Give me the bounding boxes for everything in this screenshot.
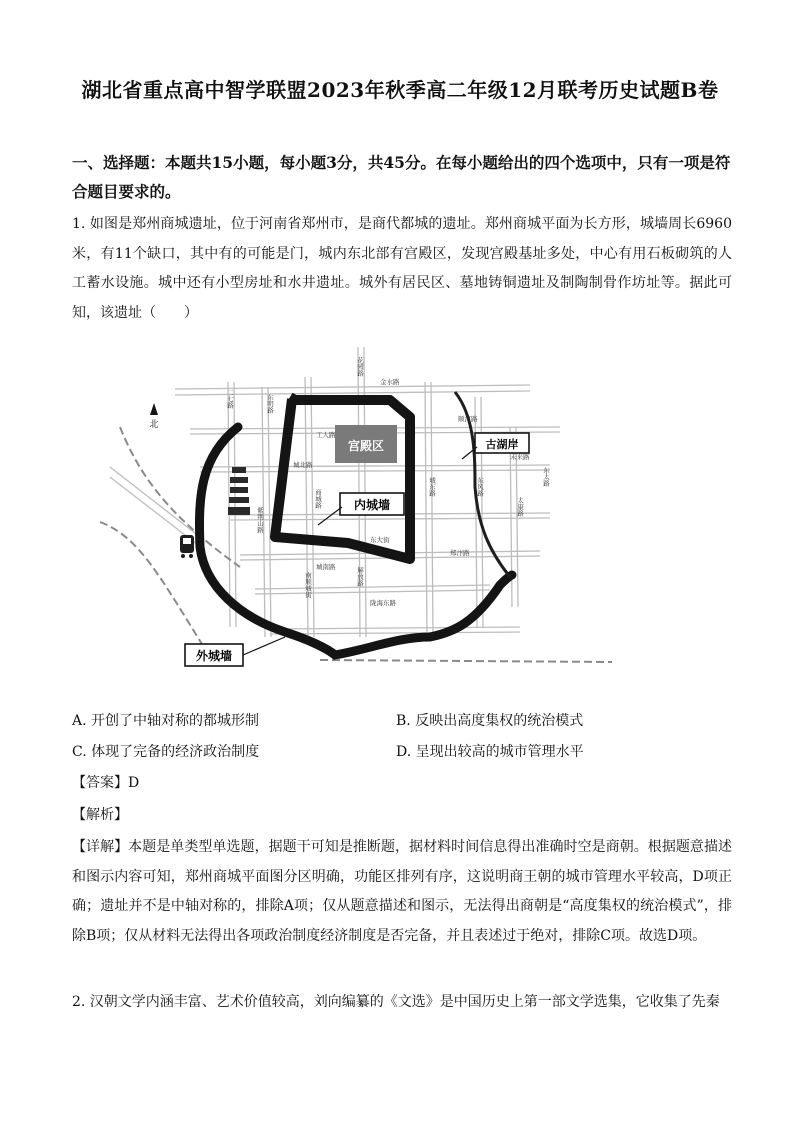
street-longhai: 陇海东路 (370, 599, 396, 607)
inner-wall-label: 内城墙 (353, 498, 391, 512)
north-arrow-icon (149, 403, 158, 430)
street-weilai: 未来路 (510, 453, 530, 461)
street-huayuan: 花园路 (356, 357, 364, 377)
street-erqi: 二七路 (226, 389, 234, 409)
page-title: 湖北省重点高中智学联盟2023年秋季高二年级12月联考历史试题B卷 (81, 78, 719, 102)
street-taikang: 太康路 (516, 497, 524, 517)
street-wenhua: 商城路 (314, 489, 322, 509)
street-gongyuan: 工人路 (316, 431, 336, 439)
option-c: C. 体现了完备的经济政治制度 (72, 744, 260, 760)
north-label: 北 (149, 420, 159, 430)
zhengzhou-shang-city-map (80, 337, 612, 697)
ancient-lake-label: 古湖岸 (485, 438, 519, 451)
street-dongfeng: 东风路 (476, 477, 484, 497)
street-dongtai: 东太路 (542, 467, 550, 487)
street-dadongmen: 东大街 (370, 536, 390, 544)
street-xinhua: 紫荆山路 (256, 507, 264, 533)
street-chengnan: 城南路 (316, 563, 336, 571)
section-heading: 一、选择题：本题共15小题，每小题3分，共45分。在每小题给出的四个选项中，只有一项是符合题目要求的。 (72, 153, 731, 201)
analysis-label: 【解析】 (72, 807, 128, 823)
answer-line: 【答案】D (72, 775, 140, 791)
street-nanshuncheng: 南顺城街 (304, 572, 312, 598)
outer-wall-label: 外城墙 (195, 649, 233, 663)
street-chengbei: 城北路 (293, 461, 313, 469)
street-jinshui: 金水路 (380, 378, 400, 386)
street-dongming: 东明路 (266, 394, 274, 414)
north-arrow-letter: A (150, 407, 158, 417)
street-jiefang: 解放路 (356, 567, 364, 587)
option-b: B. 反映出高度集权的统治模式 (396, 713, 584, 729)
palace-label: 宫殿区 (347, 439, 385, 453)
street-zhengbian: 郑汴路 (450, 549, 470, 557)
street-chengdong: 城东路 (428, 477, 436, 497)
option-a: A. 开创了中轴对称的都城形制 (72, 713, 260, 729)
option-d: D. 呈现出较高的城市管理水平 (396, 744, 584, 760)
street-shunhe: 顺河路 (458, 415, 478, 423)
question-2-stem: 2. 汉朝文学内涵丰富、艺术价值较高，刘向编纂的《文选》是中国历史上第一部文学选集，它收集了先秦 (72, 994, 720, 1010)
question-1-stem: 1. 如图是郑州商城遗址，位于河南省郑州市，是商代都城的遗址。郑州商城平面为长方形，城墙周长6960米，有11个缺口，其中有的可能是门，城内东北部有宫殿区，发现宫殿基址多处，中心有用石板砌筑的人工蓄水设施。城中还有小型房址和水井遗址。城外有居民区、墓地铸铜遗址及制陶制骨作坊址等。据此可知，该遗址（ ） (72, 216, 732, 321)
explanation-paragraph: 【详解】本题是单类型单选题，据题干可知是推断题，据材料时间信息得出准确时空是商朝。根据题意描述和图示内容可知，郑州商城平面图分区明确，功能区排列有序，这说明商王朝的城市管理水平较高，D项正确；遗址并不是中轴对称的，排除A项；仅从题意描述和图示，无法得出商朝是“高度集权的统治模式”，排除B项；仅从材料无法得出各项政治制度经济制度是否完备，并且表述过于绝对，排除C项。故选D项。 (72, 839, 732, 944)
